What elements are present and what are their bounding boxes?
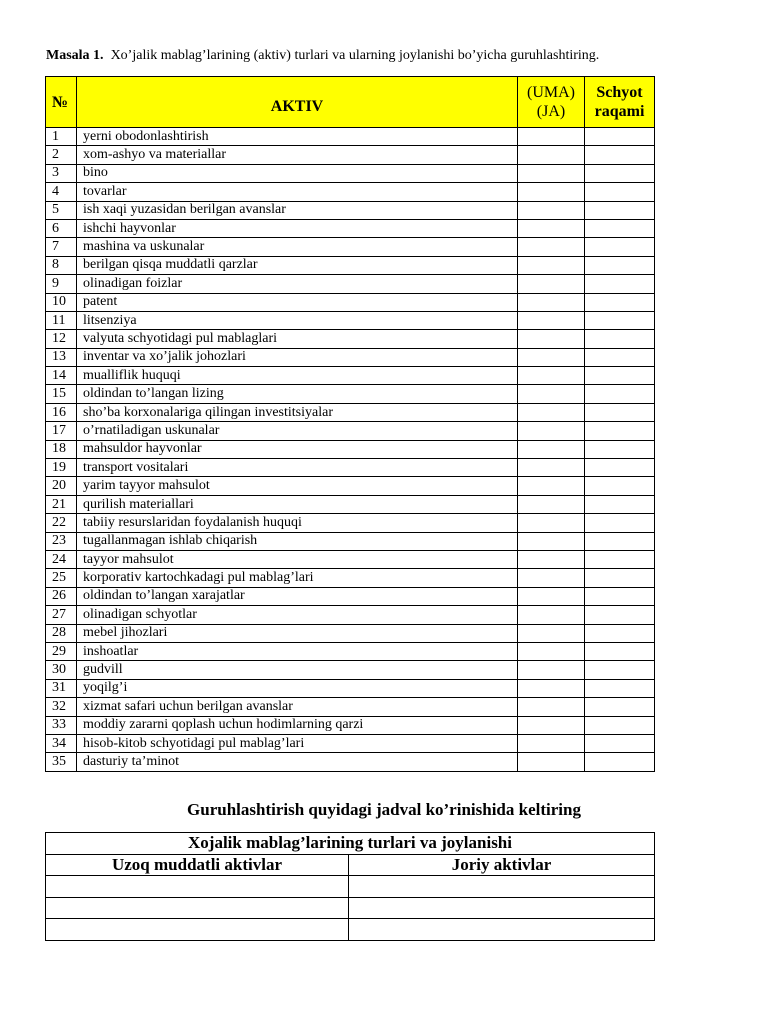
table-row: [46, 606, 655, 624]
grouping-table-row: [46, 876, 655, 898]
table-row: [46, 330, 655, 348]
uma-ja-cell[interactable]: [518, 606, 585, 624]
uma-ja-cell[interactable]: [518, 183, 585, 201]
header-number: №: [46, 77, 77, 128]
account-number-cell[interactable]: [585, 532, 655, 550]
row-number: 19: [46, 459, 77, 477]
uma-ja-cell[interactable]: [518, 569, 585, 587]
uma-ja-cell[interactable]: [518, 679, 585, 697]
table-row: [46, 624, 655, 642]
asset-name: tayyor mahsulot: [77, 550, 518, 568]
grouping-table-title-row: [46, 833, 655, 855]
table-row: [46, 164, 655, 182]
uma-ja-cell[interactable]: [518, 311, 585, 329]
table-row: [46, 201, 655, 219]
uma-ja-cell[interactable]: [518, 440, 585, 458]
account-number-cell[interactable]: [585, 459, 655, 477]
asset-name: berilgan qisqa muddatli qarzlar: [77, 256, 518, 274]
uma-ja-cell[interactable]: [518, 330, 585, 348]
uma-ja-cell[interactable]: [518, 403, 585, 421]
asset-name: ishchi hayvonlar: [77, 219, 518, 237]
uma-ja-cell[interactable]: [518, 367, 585, 385]
uma-ja-cell[interactable]: [518, 698, 585, 716]
asset-name: mahsuldor hayvonlar: [77, 440, 518, 458]
row-number: 33: [46, 716, 77, 734]
asset-name: sho’ba korxonalariga qilingan investitsiyalar: [77, 403, 518, 421]
row-number: 11: [46, 311, 77, 329]
row-number: 4: [46, 183, 77, 201]
grouping-table-title: Xojalik mablag’larining turlari va joylanishi: [46, 833, 655, 855]
table-row: [46, 459, 655, 477]
asset-name: tugallanmagan ishlab chiqarish: [77, 532, 518, 550]
asset-name: tabiiy resurslaridan foydalanish huquqi: [77, 514, 518, 532]
row-number: 29: [46, 642, 77, 660]
account-number-cell[interactable]: [585, 238, 655, 256]
row-number: 12: [46, 330, 77, 348]
row-number: 5: [46, 201, 77, 219]
long-term-assets-cell[interactable]: [46, 919, 349, 941]
account-number-cell[interactable]: [585, 219, 655, 237]
asset-name: oldindan to’langan xarajatlar: [77, 587, 518, 605]
table-row: [46, 348, 655, 366]
row-number: 14: [46, 367, 77, 385]
uma-ja-cell[interactable]: [518, 753, 585, 771]
account-number-cell[interactable]: [585, 624, 655, 642]
header-aktiv: AKTIV: [77, 77, 518, 128]
uma-ja-cell[interactable]: [518, 734, 585, 752]
asset-name: qurilish materiallari: [77, 495, 518, 513]
account-number-cell[interactable]: [585, 422, 655, 440]
asset-name: tovarlar: [77, 183, 518, 201]
grouping-table-row: [46, 897, 655, 919]
row-number: 30: [46, 661, 77, 679]
account-number-cell[interactable]: [585, 477, 655, 495]
uma-ja-cell[interactable]: [518, 532, 585, 550]
uma-ja-cell[interactable]: [518, 514, 585, 532]
asset-name: mashina va uskunalar: [77, 238, 518, 256]
row-number: 20: [46, 477, 77, 495]
uma-ja-cell[interactable]: [518, 293, 585, 311]
assets-table-header-row: [46, 77, 655, 128]
account-number-cell[interactable]: [585, 330, 655, 348]
row-number: 32: [46, 698, 77, 716]
table-row: [46, 385, 655, 403]
table-row: [46, 679, 655, 697]
uma-ja-cell[interactable]: [518, 164, 585, 182]
account-number-cell[interactable]: [585, 275, 655, 293]
asset-name: yarim tayyor mahsulot: [77, 477, 518, 495]
asset-name: moddiy zararni qoplash uchun hodimlarning qarzi: [77, 716, 518, 734]
header-account-number: [585, 77, 655, 128]
row-number: 26: [46, 587, 77, 605]
task-statement: [46, 47, 599, 65]
row-number: 22: [46, 514, 77, 532]
row-number: 27: [46, 606, 77, 624]
table-row: [46, 128, 655, 146]
row-number: 2: [46, 146, 77, 164]
account-number-cell[interactable]: [585, 734, 655, 752]
table-row: [46, 477, 655, 495]
asset-name: inshoatlar: [77, 642, 518, 660]
row-number: 7: [46, 238, 77, 256]
asset-name: litsenziya: [77, 311, 518, 329]
account-number-cell[interactable]: [585, 128, 655, 146]
uma-ja-cell[interactable]: [518, 385, 585, 403]
uma-ja-cell[interactable]: [518, 550, 585, 568]
row-number: 6: [46, 219, 77, 237]
table-row: [46, 183, 655, 201]
account-number-cell[interactable]: [585, 440, 655, 458]
grouping-table-row: [46, 919, 655, 941]
uma-ja-cell[interactable]: [518, 624, 585, 642]
table-row: [46, 403, 655, 421]
row-number: 16: [46, 403, 77, 421]
table-row: [46, 311, 655, 329]
account-number-cell[interactable]: [585, 514, 655, 532]
row-number: 31: [46, 679, 77, 697]
asset-name: olinadigan schyotlar: [77, 606, 518, 624]
uma-ja-cell[interactable]: [518, 219, 585, 237]
asset-name: valyuta schyotidagi pul mablaglari: [77, 330, 518, 348]
asset-name: patent: [77, 293, 518, 311]
table-row: [46, 734, 655, 752]
grouping-table: [45, 832, 655, 941]
uma-ja-cell[interactable]: [518, 587, 585, 605]
uma-ja-cell[interactable]: [518, 495, 585, 513]
account-number-cell[interactable]: [585, 661, 655, 679]
long-term-assets-cell[interactable]: [46, 876, 349, 898]
uma-ja-cell[interactable]: [518, 459, 585, 477]
long-term-assets-cell[interactable]: [46, 897, 349, 919]
row-number: 1: [46, 128, 77, 146]
table-row: [46, 514, 655, 532]
table-row: [46, 532, 655, 550]
table-row: [46, 642, 655, 660]
uma-ja-cell[interactable]: [518, 238, 585, 256]
current-assets-cell[interactable]: [349, 919, 655, 941]
account-number-cell[interactable]: [585, 183, 655, 201]
table-row: [46, 569, 655, 587]
account-number-cell[interactable]: [585, 550, 655, 568]
uma-ja-cell[interactable]: [518, 422, 585, 440]
asset-name: transport vositalari: [77, 459, 518, 477]
header-uma-label: (UMA): [527, 84, 575, 101]
asset-name: mebel jihozlari: [77, 624, 518, 642]
row-number: 9: [46, 275, 77, 293]
uma-ja-cell[interactable]: [518, 661, 585, 679]
table-row: [46, 367, 655, 385]
uma-ja-cell[interactable]: [518, 275, 585, 293]
table-row: [46, 219, 655, 237]
table-row: [46, 422, 655, 440]
table-row: [46, 716, 655, 734]
table-row: [46, 753, 655, 771]
header-raqami-label: raqami: [594, 103, 645, 120]
table-row: [46, 440, 655, 458]
row-number: 21: [46, 495, 77, 513]
current-assets-cell[interactable]: [349, 876, 655, 898]
row-number: 18: [46, 440, 77, 458]
row-number: 24: [46, 550, 77, 568]
row-number: 10: [46, 293, 77, 311]
row-number: 13: [46, 348, 77, 366]
uma-ja-cell[interactable]: [518, 201, 585, 219]
account-number-cell[interactable]: [585, 164, 655, 182]
account-number-cell[interactable]: [585, 606, 655, 624]
account-number-cell[interactable]: [585, 293, 655, 311]
assets-table: [45, 76, 655, 772]
table-row: [46, 256, 655, 274]
uma-ja-cell[interactable]: [518, 348, 585, 366]
table-row: [46, 293, 655, 311]
task-text: Xo’jalik mablag’larining (aktiv) turlari va ularning joylanishi bo’yicha guruhlashtiring.: [110, 48, 600, 63]
table-row: [46, 495, 655, 513]
account-number-cell[interactable]: [585, 495, 655, 513]
asset-name: mualliflik huquqi: [77, 367, 518, 385]
grouping-table-header-row: [46, 854, 655, 876]
table-row: [46, 698, 655, 716]
header-ja-label: (JA): [536, 103, 566, 120]
row-number: 15: [46, 385, 77, 403]
header-uma-ja: [518, 77, 585, 128]
table-row: [46, 587, 655, 605]
asset-name: yoqilg’i: [77, 679, 518, 697]
account-number-cell[interactable]: [585, 698, 655, 716]
account-number-cell[interactable]: [585, 367, 655, 385]
row-number: 34: [46, 734, 77, 752]
row-number: 23: [46, 532, 77, 550]
asset-name: ish xaqi yuzasidan berilgan avanslar: [77, 201, 518, 219]
account-number-cell[interactable]: [585, 201, 655, 219]
asset-name: dasturiy ta’minot: [77, 753, 518, 771]
asset-name: oldindan to’langan lizing: [77, 385, 518, 403]
current-assets-cell[interactable]: [349, 897, 655, 919]
account-number-cell[interactable]: [585, 403, 655, 421]
asset-name: yerni obodonlashtirish: [77, 128, 518, 146]
row-number: 35: [46, 753, 77, 771]
long-term-assets-header: Uzoq muddatli aktivlar: [46, 854, 349, 876]
account-number-cell[interactable]: [585, 311, 655, 329]
table-row: [46, 146, 655, 164]
account-number-cell[interactable]: [585, 256, 655, 274]
row-number: 28: [46, 624, 77, 642]
account-number-cell[interactable]: [585, 146, 655, 164]
task-label: Masala 1.: [46, 48, 104, 63]
asset-name: o’rnatiladigan uskunalar: [77, 422, 518, 440]
table-row: [46, 275, 655, 293]
table-row: [46, 661, 655, 679]
account-number-cell[interactable]: [585, 679, 655, 697]
account-number-cell[interactable]: [585, 642, 655, 660]
account-number-cell[interactable]: [585, 569, 655, 587]
table-row: [46, 238, 655, 256]
row-number: 3: [46, 164, 77, 182]
account-number-cell[interactable]: [585, 716, 655, 734]
asset-name: inventar va xo’jalik johozlari: [77, 348, 518, 366]
uma-ja-cell[interactable]: [518, 642, 585, 660]
current-assets-header: Joriy aktivlar: [349, 854, 655, 876]
uma-ja-cell[interactable]: [518, 146, 585, 164]
account-number-cell[interactable]: [585, 385, 655, 403]
account-number-cell[interactable]: [585, 753, 655, 771]
header-schyot-label: Schyot: [596, 84, 643, 101]
assets-table-body: [46, 128, 655, 772]
asset-name: xom-ashyo va materiallar: [77, 146, 518, 164]
uma-ja-cell[interactable]: [518, 477, 585, 495]
asset-name: bino: [77, 164, 518, 182]
table-row: [46, 550, 655, 568]
account-number-cell[interactable]: [585, 348, 655, 366]
asset-name: gudvill: [77, 661, 518, 679]
asset-name: hisob-kitob schyotidagi pul mablag’lari: [77, 734, 518, 752]
uma-ja-cell[interactable]: [518, 128, 585, 146]
asset-name: olinadigan foizlar: [77, 275, 518, 293]
row-number: 8: [46, 256, 77, 274]
account-number-cell[interactable]: [585, 587, 655, 605]
asset-name: xizmat safari uchun berilgan avanslar: [77, 698, 518, 716]
uma-ja-cell[interactable]: [518, 256, 585, 274]
grouping-instruction: Guruhlashtirish quyidagi jadval ko’rinishida keltiring: [187, 800, 581, 819]
uma-ja-cell[interactable]: [518, 716, 585, 734]
row-number: 17: [46, 422, 77, 440]
row-number: 25: [46, 569, 77, 587]
asset-name: korporativ kartochkadagi pul mablag’lari: [77, 569, 518, 587]
